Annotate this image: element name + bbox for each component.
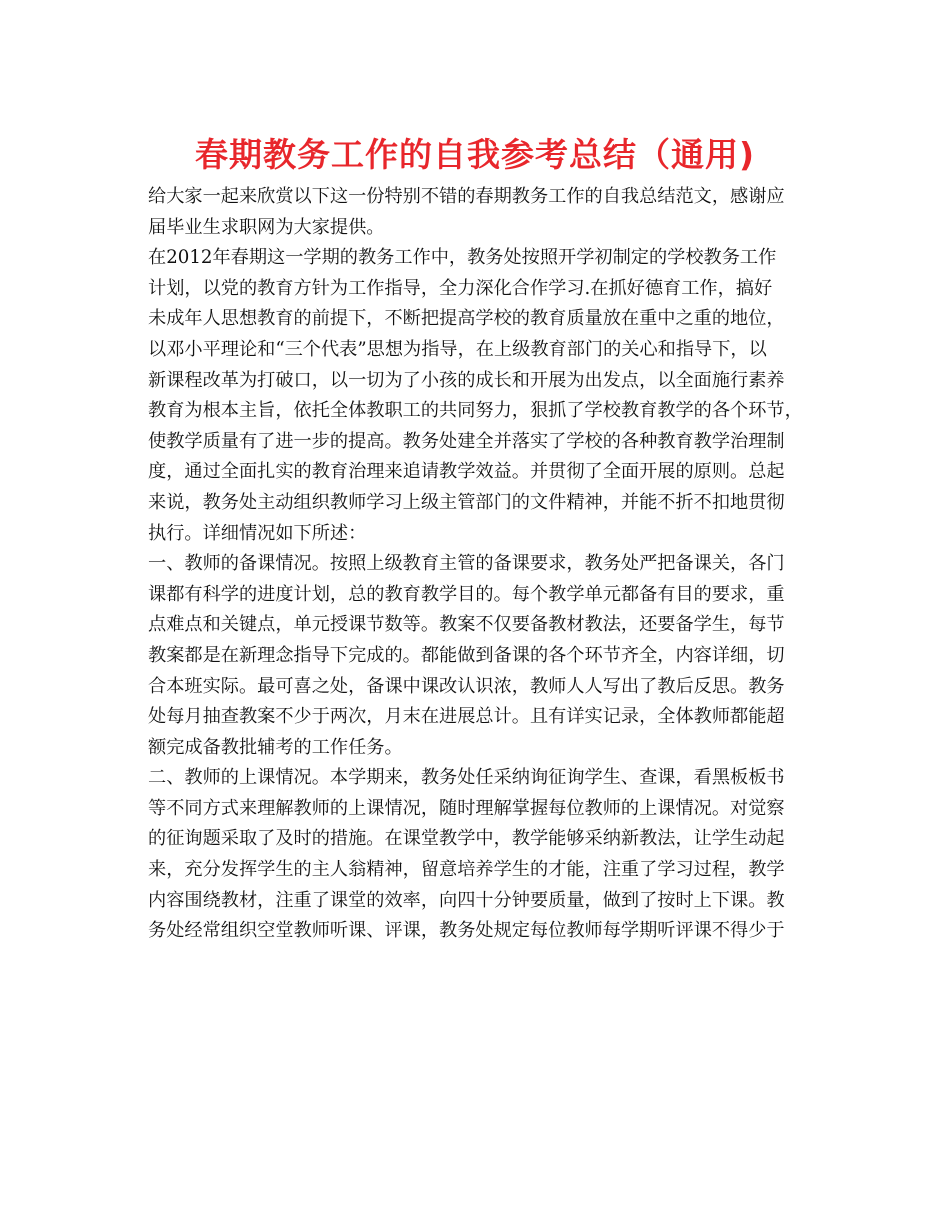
body-line: 计划，以党的教育方针为工作指导，全力深化合作学习.在抓好德育工作，搞好 — [148, 277, 773, 299]
body-line: 二、教师的上课情况。本学期来，教务处任采纳询征询学生、查课，看黑板板书 — [148, 767, 785, 789]
body-line: 教案都是在新理念指导下完成的。都能做到备课的各个环节齐全，内容详细，切 — [148, 644, 785, 666]
body-line: 度，通过全面扎实的教育治理来追请教学效益。并贯彻了全面开展的原则。总起 — [148, 461, 785, 483]
body-line: 处每月抽查教案不少于两次，月末在进展总计。且有详实记录，全体教师都能超 — [148, 706, 785, 728]
body-line: 课都有科学的进度计划，总的教育教学目的。每个教学单元都备有目的要求，重 — [148, 583, 785, 605]
body-line: 以邓小平理论和“三个代表”思想为指导，在上级教育部门的关心和指导下，以 — [148, 338, 767, 360]
body-line: 务处经常组织空堂教师听课、评课，教务处规定每位教师每学期听评课不得少于 — [148, 920, 785, 942]
body-line: 届毕业生求职网为大家提供。 — [148, 216, 385, 238]
body-line: 额完成备教批辅考的工作任务。 — [148, 736, 403, 758]
body-line: 点难点和关键点，单元授课节数等。教案不仅要备教材教法，还要备学生，每节 — [148, 614, 785, 636]
body-line: 使教学质量有了进一步的提高。教务处建全并落实了学校的各种教育教学治理制 — [148, 430, 785, 452]
body-line: 合本班实际。最可喜之处，备课中课改认识浓，教师人人写出了教后反思。教务 — [148, 675, 785, 697]
body-line: 新课程改革为打破口，以一切为了小孩的成长和开展为出发点，以全面施行素养 — [148, 369, 785, 391]
body-line: 的征询题采取了及时的措施。在课堂教学中，教学能够采纳新教法，让学生动起 — [148, 828, 785, 850]
body-line: 教育为根本主旨，依托全体教职工的共同努力，狠抓了学校教育教学的各个环节， — [148, 400, 803, 422]
body-line: 给大家一起来欣赏以下这一份特别不错的春期教务工作的自我总结范文，感谢应 — [148, 186, 785, 207]
body-line: 一、教师的备课情况。按照上级教育主管的备课要求，教务处严把备课关，各门 — [148, 553, 785, 575]
body-line: 执行。详细情况如下所述： — [148, 522, 367, 544]
body-line: 来说，教务处主动组织教师学习上级主管部门的文件精神，并能不折不扣地贯彻 — [148, 491, 785, 513]
body-line: 等不同方式来理解教师的上课情况，随时理解掌握每位教师的上课情况。对觉察 — [148, 797, 785, 819]
body-line: 未成年人思想教育的前提下，不断把提高学校的教育质量放在重中之重的地位， — [148, 308, 785, 330]
body-line: 来，充分发挥学生的主人翁精神，留意培养学生的才能，注重了学习过程，教学 — [148, 859, 785, 881]
body-line: 内容围绕教材，注重了课堂的效率，向四十分钟要质量，做到了按时上下课。教 — [148, 889, 785, 911]
document-body — [148, 182, 820, 947]
body-line: 在2012年春期这一学期的教务工作中，教务处按照开学初制定的学校教务工作 — [148, 247, 777, 269]
document-title: 春期教务工作的自我参考总结（通用) — [194, 135, 756, 174]
